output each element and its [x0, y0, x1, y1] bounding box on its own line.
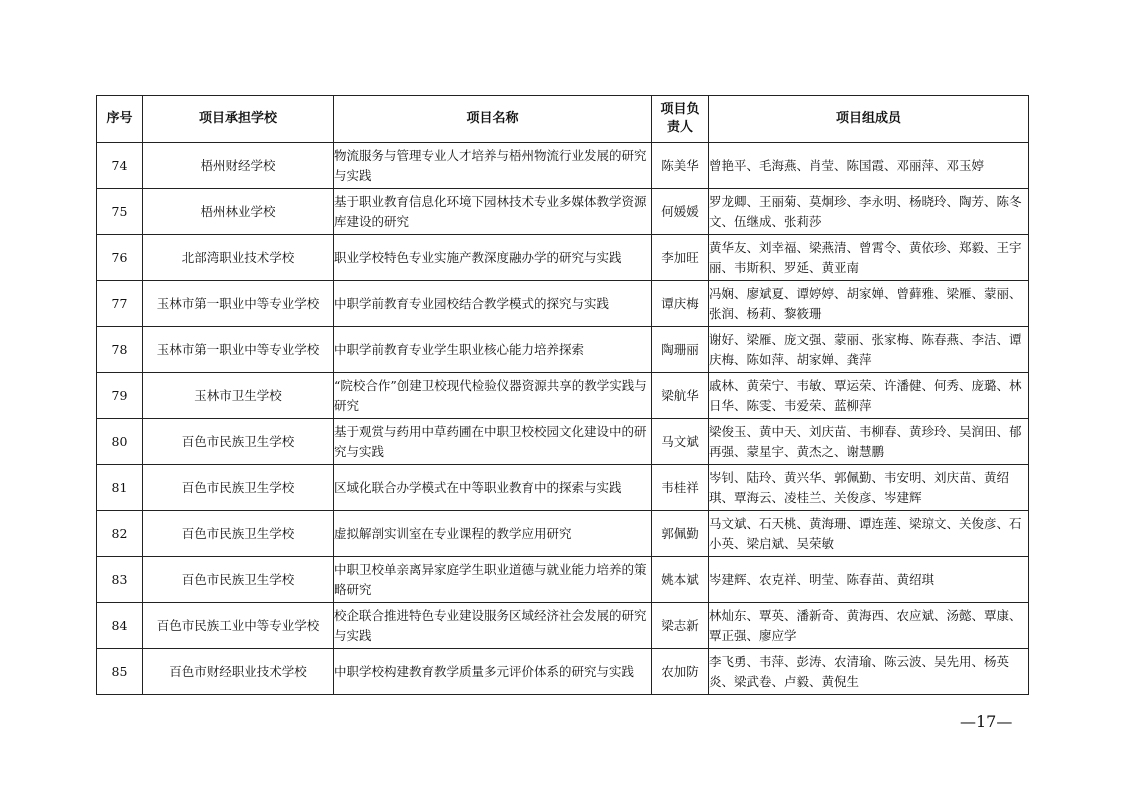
table-row — [97, 649, 1029, 695]
cell-members: 林灿东、覃英、潘新奇、黄海西、农应斌、汤懿、覃康、覃正强、廖应学 — [709, 603, 1029, 649]
cell-project-name: 基于职业教育信息化环境下园林技术专业多媒体教学资源库建设的研究 — [334, 189, 652, 235]
cell-leader: 陶珊丽 — [652, 327, 709, 373]
table-row — [97, 603, 1029, 649]
cell-leader: 李加旺 — [652, 235, 709, 281]
cell-members: 谢好、梁雁、庞文强、蒙丽、张家梅、陈春燕、李洁、谭庆梅、陈如萍、胡家婵、龚萍 — [709, 327, 1029, 373]
table-body — [97, 143, 1029, 695]
table-row — [97, 557, 1029, 603]
cell-project-name: 基于观赏与药用中草药圃在中职卫校校园文化建设中的研究与实践 — [334, 419, 652, 465]
header-row — [97, 96, 1029, 143]
header-leader-text: 项目负责人 — [660, 102, 700, 135]
cell-no: 79 — [97, 373, 143, 419]
cell-project-name: 职业学校特色专业实施产教深度融办学的研究与实践 — [334, 235, 652, 281]
cell-members: 曾艳平、毛海燕、肖莹、陈国霞、邓丽萍、邓玉婷 — [709, 143, 1029, 189]
cell-members: 冯娴、廖斌夏、谭婷婷、胡家婵、曾藓雅、梁雁、蒙丽、张润、杨莉、黎筱珊 — [709, 281, 1029, 327]
cell-members: 戚林、黄荣宁、韦敏、覃运荣、许潘健、何秀、庞璐、林日华、陈雯、韦爱荣、蓝柳萍 — [709, 373, 1029, 419]
header-project-name: 项目名称 — [334, 96, 652, 143]
page-number: —17— — [960, 712, 1013, 731]
cell-leader: 梁志新 — [652, 603, 709, 649]
cell-no: 85 — [97, 649, 143, 695]
header-leader — [652, 96, 709, 143]
cell-school: 百色市财经职业技术学校 — [143, 649, 334, 695]
cell-school: 玉林市卫生学校 — [143, 373, 334, 419]
cell-members: 黄华友、刘幸福、梁燕清、曾霄令、黄依珍、郑毅、王宇丽、韦斯积、罗延、黄亚南 — [709, 235, 1029, 281]
table-row — [97, 465, 1029, 511]
cell-school: 百色市民族卫生学校 — [143, 511, 334, 557]
cell-leader: 梁航华 — [652, 373, 709, 419]
cell-project-name: “院校合作”创建卫校现代检验仪器资源共享的教学实践与研究 — [334, 373, 652, 419]
cell-no: 78 — [97, 327, 143, 373]
table-row — [97, 327, 1029, 373]
cell-leader: 郭佩勤 — [652, 511, 709, 557]
table-row — [97, 189, 1029, 235]
table-row — [97, 281, 1029, 327]
cell-no: 76 — [97, 235, 143, 281]
cell-project-name: 校企联合推进特色专业建设服务区域经济社会发展的研究与实践 — [334, 603, 652, 649]
cell-no: 81 — [97, 465, 143, 511]
table-row — [97, 143, 1029, 189]
cell-school: 梧州林业学校 — [143, 189, 334, 235]
cell-leader: 农加防 — [652, 649, 709, 695]
cell-school: 玉林市第一职业中等专业学校 — [143, 281, 334, 327]
project-table — [96, 95, 1029, 695]
cell-members: 马文斌、石天桃、黄海珊、谭连莲、梁琼文、关俊彦、石小英、梁启斌、吴荣敏 — [709, 511, 1029, 557]
cell-school: 百色市民族卫生学校 — [143, 419, 334, 465]
cell-members: 梁俊玉、黄中天、刘庆苗、韦柳春、黄珍玲、吴润田、郁再强、蒙星宇、黄杰之、谢慧鹏 — [709, 419, 1029, 465]
cell-leader: 马文斌 — [652, 419, 709, 465]
cell-no: 74 — [97, 143, 143, 189]
cell-members: 罗龙卿、王丽菊、莫炯珍、李永明、杨晓玲、陶芳、陈冬文、伍继成、张莉莎 — [709, 189, 1029, 235]
cell-project-name: 中职卫校单亲离异家庭学生职业道德与就业能力培养的策略研究 — [334, 557, 652, 603]
cell-no: 83 — [97, 557, 143, 603]
cell-leader: 韦桂祥 — [652, 465, 709, 511]
cell-project-name: 虚拟解剖实训室在专业课程的教学应用研究 — [334, 511, 652, 557]
header-members: 项目组成员 — [709, 96, 1029, 143]
header-school: 项目承担学校 — [143, 96, 334, 143]
cell-school: 百色市民族卫生学校 — [143, 465, 334, 511]
cell-no: 82 — [97, 511, 143, 557]
cell-project-name: 中职学校构建教育教学质量多元评价体系的研究与实践 — [334, 649, 652, 695]
cell-school: 北部湾职业技术学校 — [143, 235, 334, 281]
cell-members: 岑建辉、农克祥、明莹、陈春苗、黄绍琪 — [709, 557, 1029, 603]
cell-members: 李飞勇、韦萍、彭涛、农清瑜、陈云波、吴先用、杨英炎、梁武卷、卢毅、黄倪生 — [709, 649, 1029, 695]
cell-no: 80 — [97, 419, 143, 465]
cell-school: 百色市民族工业中等专业学校 — [143, 603, 334, 649]
cell-project-name: 中职学前教育专业园校结合教学模式的探究与实践 — [334, 281, 652, 327]
table-row — [97, 511, 1029, 557]
cell-leader: 陈美华 — [652, 143, 709, 189]
table-header — [97, 96, 1029, 143]
cell-leader: 谭庆梅 — [652, 281, 709, 327]
cell-members: 岑钊、陆玲、黄兴华、郭佩勤、韦安明、刘庆苗、黄绍琪、覃海云、凌桂兰、关俊彦、岑建辉 — [709, 465, 1029, 511]
cell-school: 玉林市第一职业中等专业学校 — [143, 327, 334, 373]
cell-project-name: 中职学前教育专业学生职业核心能力培养探索 — [334, 327, 652, 373]
cell-no: 77 — [97, 281, 143, 327]
header-no: 序号 — [97, 96, 143, 143]
cell-school: 梧州财经学校 — [143, 143, 334, 189]
cell-leader: 姚本斌 — [652, 557, 709, 603]
cell-leader: 何媛媛 — [652, 189, 709, 235]
table-row — [97, 419, 1029, 465]
cell-school: 百色市民族卫生学校 — [143, 557, 334, 603]
table-row — [97, 235, 1029, 281]
cell-project-name: 区域化联合办学模式在中等职业教育中的探索与实践 — [334, 465, 652, 511]
cell-project-name: 物流服务与管理专业人才培养与梧州物流行业发展的研究与实践 — [334, 143, 652, 189]
table-row — [97, 373, 1029, 419]
cell-no: 75 — [97, 189, 143, 235]
cell-no: 84 — [97, 603, 143, 649]
